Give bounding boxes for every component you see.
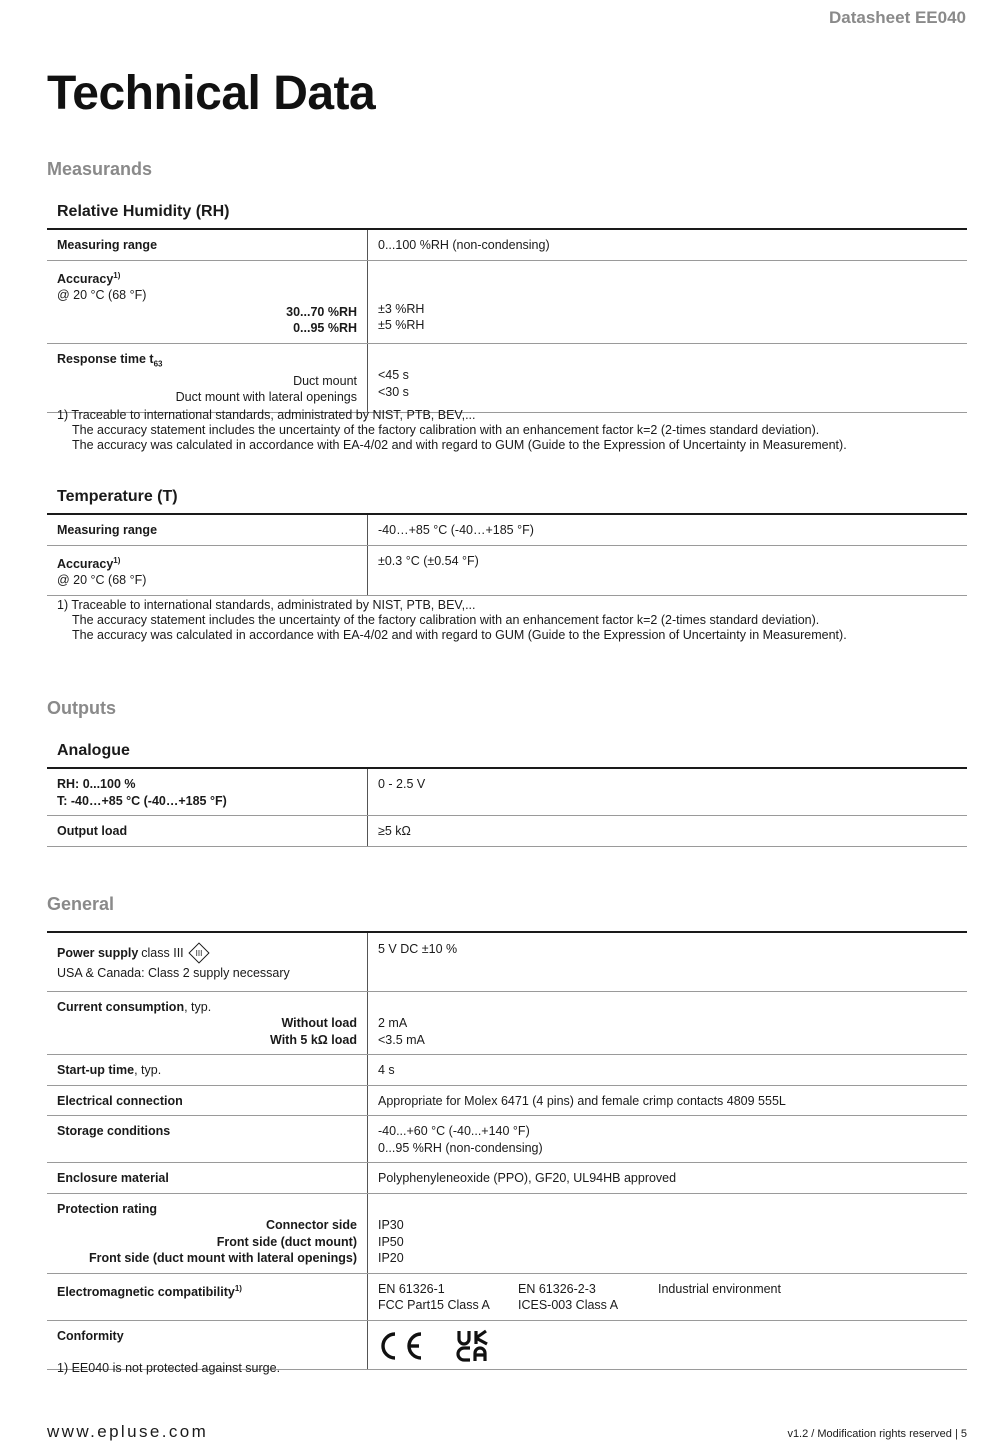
conformity-marks	[368, 1321, 967, 1369]
t-accuracy-label: Accuracy	[57, 556, 114, 571]
t-accuracy-value: ±0.3 °C (±0.54 °F)	[378, 553, 479, 568]
current-label: Current consumption	[57, 999, 185, 1014]
datasheet-header: Datasheet EE040	[828, 8, 966, 27]
storage-temperature: -40...+60 °C (-40...+140 °F)	[378, 1124, 530, 1138]
subsection-heading-temperature: Temperature (T)	[57, 488, 178, 505]
storage-label: Storage conditions	[47, 1116, 368, 1162]
rh-response-mount-label: Duct mount with lateral openings	[175, 390, 357, 405]
rh-response-mount-label: Duct mount	[293, 373, 357, 388]
rh-response-value: <45 s	[378, 368, 409, 383]
emc-value-cell	[368, 1274, 967, 1320]
table-row	[47, 344, 967, 413]
storage-humidity: 0...95 %RH (non-condensing)	[378, 1140, 543, 1155]
output-load-label: Output load	[47, 816, 368, 846]
emc-standard: FCC Part15 Class A	[378, 1298, 490, 1312]
current-condition-label: With 5 kΩ load	[270, 1032, 357, 1047]
subsection-heading-rh: Relative Humidity (RH)	[57, 203, 230, 220]
table-row	[47, 230, 967, 261]
current-value-cell	[368, 992, 967, 1055]
rh-footnote	[57, 408, 847, 453]
emc-standard: EN 61326-2-3	[518, 1281, 596, 1296]
page-title: Technical Data	[47, 67, 376, 120]
table-row	[47, 1194, 967, 1274]
emc-label-cell	[47, 1274, 368, 1320]
website-link[interactable]: www.epluse.com	[47, 1422, 209, 1441]
t-footnote	[57, 598, 847, 643]
startup-label: Start-up time	[57, 1063, 135, 1077]
current-condition-label: Without load	[281, 1016, 357, 1030]
analogue-rh-range: RH: 0...100 %	[57, 777, 136, 791]
t-accuracy-condition: @ 20 °C (68 °F)	[57, 573, 147, 588]
table-row	[47, 1086, 967, 1117]
footnote-line: 1) Traceable to international standards, administrated by NIST, PTB, BEV,...	[57, 598, 476, 612]
class-iii-icon	[187, 941, 211, 965]
section-heading-general: General	[47, 894, 115, 914]
rh-accuracy-label: Accuracy	[57, 271, 114, 286]
ukca-mark-icon	[456, 1329, 492, 1363]
protection-value: IP30	[378, 1218, 404, 1232]
t-range-value: -40…+85 °C (-40…+185 °F)	[378, 523, 534, 537]
rh-response-value: <30 s	[378, 384, 409, 399]
protection-location-label: Connector side	[266, 1218, 357, 1232]
table-row	[47, 261, 967, 344]
startup-value: 4 s	[378, 1063, 395, 1077]
table-row	[47, 992, 967, 1056]
protection-location-label: Front side (duct mount with lateral openings)	[88, 1251, 357, 1265]
footer-version: v1.2 / Modification rights reserved | 5	[787, 1428, 967, 1440]
rh-range-label: Measuring range	[47, 230, 368, 260]
footnote-ref: 1)	[113, 270, 121, 280]
rh-accuracy-condition: @ 20 °C (68 °F)	[57, 288, 147, 303]
protection-value: IP20	[378, 1251, 404, 1265]
analogue-t-range: T: -40…+85 °C (-40…+185 °F)	[57, 793, 227, 808]
power-class-text: class III	[141, 945, 184, 960]
table-row	[47, 933, 967, 992]
subsection-heading-analogue: Analogue	[57, 742, 130, 759]
power-supply-value: 5 V DC ±10 %	[378, 942, 458, 956]
emc-environment: Industrial environment	[658, 1281, 781, 1296]
table-row	[47, 1116, 967, 1163]
table-row	[47, 515, 967, 546]
footnote-line: The accuracy statement includes the uncertainty of the factory calibration with an enhancement factor k=2 (2-times standard deviation).	[72, 423, 820, 437]
rh-accuracy-value: ±3 %RH	[378, 301, 425, 316]
footnote-line: The accuracy was calculated in accordance with EA-4/02 and with regard to GUM (Guide to the Expression of Uncertainty in Measurement).	[72, 438, 847, 452]
electrical-connection-label: Electrical connection	[47, 1086, 368, 1116]
general-footnote: 1) EE040 is not protected against surge.	[57, 1361, 281, 1375]
section-heading-measurands: Measurands	[47, 159, 153, 179]
electrical-connection-value: Appropriate for Molex 6471 (4 pins) and female crimp contacts 4809 555L	[378, 1093, 786, 1108]
startup-label-cell	[47, 1055, 368, 1085]
rh-table	[47, 228, 967, 413]
power-supply-note: USA & Canada: Class 2 supply necessary	[57, 966, 290, 980]
class-iii-symbol: III	[195, 949, 202, 958]
footnote-line: The accuracy was calculated in accordance with EA-4/02 and with regard to GUM (Guide to the Expression of Uncertainty in Measurement).	[72, 628, 847, 642]
footnote-ref: 1)	[113, 555, 121, 565]
rh-accuracy-range-label: 0...95 %RH	[293, 321, 357, 336]
table-row	[47, 1274, 967, 1321]
emc-standard: EN 61326-1	[378, 1281, 445, 1296]
power-supply-label-cell	[47, 933, 368, 991]
temperature-table	[47, 513, 967, 596]
emc-label: Electromagnetic compatibility	[57, 1284, 235, 1299]
enclosure-label: Enclosure material	[47, 1163, 368, 1193]
current-label-cell	[47, 992, 368, 1055]
protection-label: Protection rating	[57, 1201, 158, 1216]
t-accuracy-label-cell	[47, 546, 368, 595]
protection-label-cell	[47, 1194, 368, 1273]
conformity-label: Conformity	[47, 1321, 368, 1369]
general-table	[47, 931, 967, 1370]
rh-response-subscript: 63	[153, 359, 163, 369]
rh-response-label-cell	[47, 344, 368, 412]
table-row	[47, 816, 967, 847]
analogue-table	[47, 767, 967, 847]
rh-accuracy-value-cell	[368, 261, 967, 343]
table-row	[47, 546, 967, 596]
startup-suffix: , typ.	[134, 1063, 162, 1077]
rh-response-label: Response time t	[57, 351, 154, 366]
table-row	[47, 1055, 967, 1086]
t-range-label: Measuring range	[47, 515, 368, 545]
rh-accuracy-value: ±5 %RH	[378, 318, 425, 332]
rh-accuracy-label-cell	[47, 261, 368, 343]
footnote-line: The accuracy statement includes the uncertainty of the factory calibration with an enhancement factor k=2 (2-times standard deviation).	[72, 613, 820, 627]
rh-range-value: 0...100 %RH (non-condensing)	[378, 238, 550, 252]
protection-value: IP50	[378, 1234, 404, 1249]
analogue-signal-value: 0 - 2.5 V	[378, 777, 426, 791]
current-value: <3.5 mA	[378, 1032, 425, 1047]
power-supply-label: Power supply	[57, 945, 139, 960]
rh-accuracy-range-label: 30...70 %RH	[286, 304, 357, 319]
output-load-value: ≥5 kΩ	[378, 824, 411, 838]
current-value: 2 mA	[378, 1016, 408, 1030]
ce-mark-icon	[378, 1330, 426, 1362]
current-suffix: , typ.	[184, 999, 212, 1014]
storage-value-cell	[368, 1116, 967, 1162]
protection-value-cell	[368, 1194, 967, 1273]
table-row	[47, 769, 967, 816]
footnote-ref: 1)	[234, 1283, 242, 1293]
emc-standard: ICES-003 Class A	[518, 1298, 619, 1312]
section-heading-outputs: Outputs	[47, 698, 116, 718]
footnote-line: 1) Traceable to international standards, administrated by NIST, PTB, BEV,...	[57, 408, 476, 422]
table-row	[47, 1163, 967, 1194]
protection-location-label: Front side (duct mount)	[216, 1234, 357, 1249]
enclosure-value: Polyphenyleneoxide (PPO), GF20, UL94HB approved	[378, 1171, 677, 1185]
analogue-signal-label-cell	[47, 769, 368, 815]
rh-response-value-cell	[368, 344, 967, 412]
